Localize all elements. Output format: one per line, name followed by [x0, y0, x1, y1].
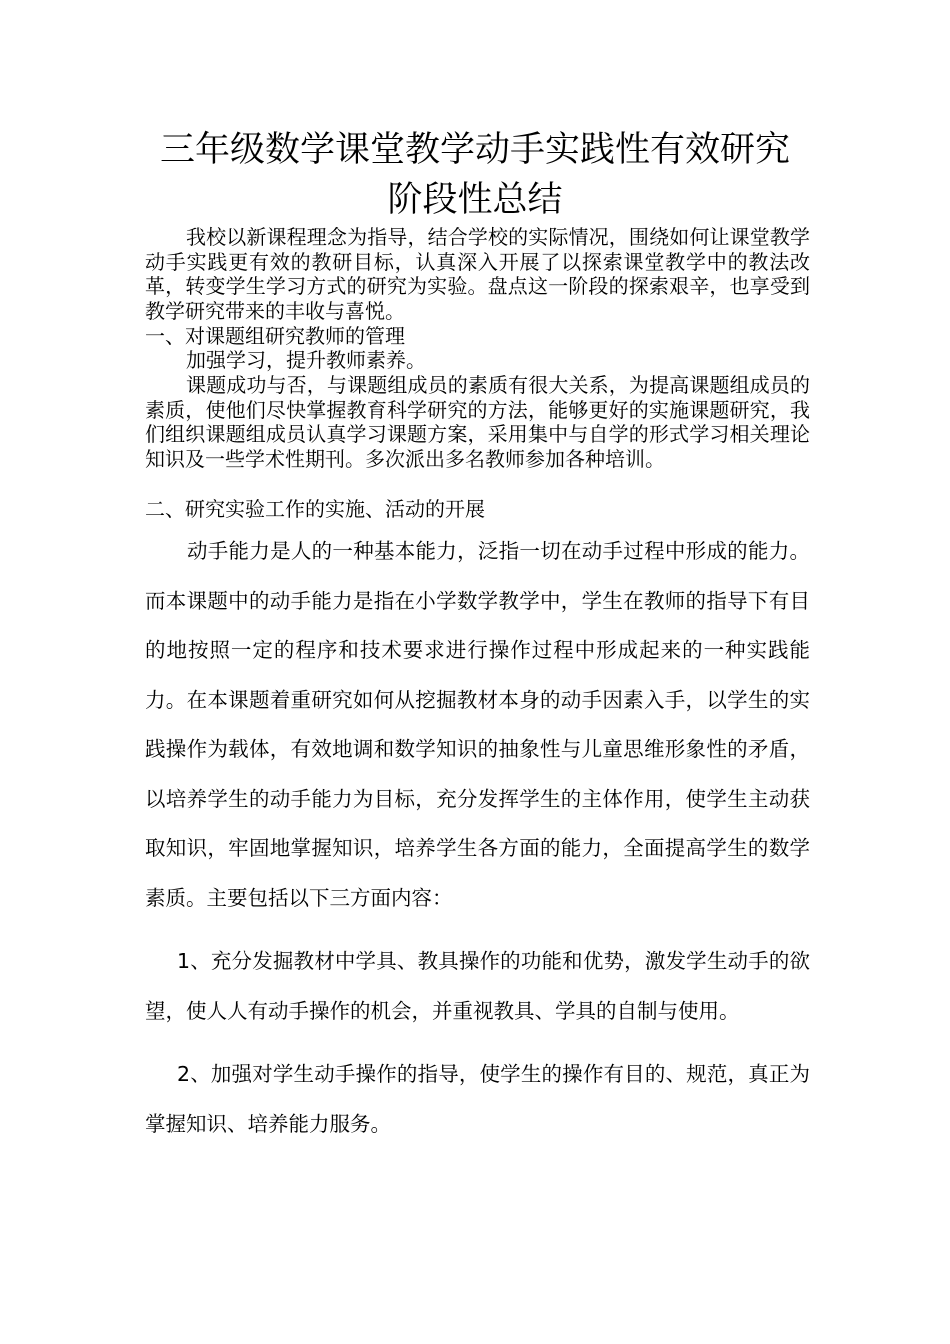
document-title-line-1: 三年级数学课堂教学动手实践性有效研究 [159, 130, 790, 170]
section-2-heading: 二、研究实验工作的实施、活动的开展 [145, 497, 485, 521]
section-1-subheading: 加强学习，提升教师素养。 [186, 348, 426, 372]
section-2-paragraph: 动手能力是人的一种基本能力，泛指一切在动手过程中形成的能力。而本课题中的动手能力是指在小学数学教学中，学生在教师的指导下有目的地按照一定的程序和技术要求进行操作过程中形成起来的一种实践能力。在本课题着重研究如何从挖掘教材本身的动手因素入手，以学生的实践操作为载体，有效地调和数学知识的抽象性与儿童思维形象性的矛盾，以培养学生的动手能力为目标，充分发挥学生的主体作用，使学生主动获取知识，牢固地掌握知识，培养学生各方面的能力，全面提高学生的数学素质。主要包括以下三方面内容： [145, 539, 810, 910]
section-1-heading: 一、对课题组研究教师的管理 [145, 324, 405, 348]
list-item-2: 2、加强对学生动手操作的指导，使学生的操作有目的、规范，真正为掌握知识、培养能力服务。 [145, 1062, 810, 1136]
intro-paragraph: 我校以新课程理念为指导，结合学校的实际情况，围绕如何让课堂教学动手实践更有效的教研目标，认真深入开展了以探索课堂教学中的教法改革，转变学生学习方式的研究为实验。盘点这一阶段的探索艰辛，也享受到教学研究带来的丰收与喜悦。 [145, 225, 810, 323]
section-1-paragraph: 课题成功与否，与课题组成员的素质有很大关系，为提高课题组成员的素质，使他们尽快掌握教育科学研究的方法，能够更好的实施课题研究，我们组织课题组成员认真学习课题方案，采用集中与自学的形式学习相关理论知识及一些学术性期刊。多次派出多名教师参加各种培训。 [145, 373, 810, 471]
document-title-line-2: 阶段性总结 [387, 180, 563, 220]
list-item-1: 1、充分发掘教材中学具、教具操作的功能和优势，激发学生动手的欲望，使人人有动手操作的机会，并重视教具、学具的自制与使用。 [145, 949, 810, 1023]
